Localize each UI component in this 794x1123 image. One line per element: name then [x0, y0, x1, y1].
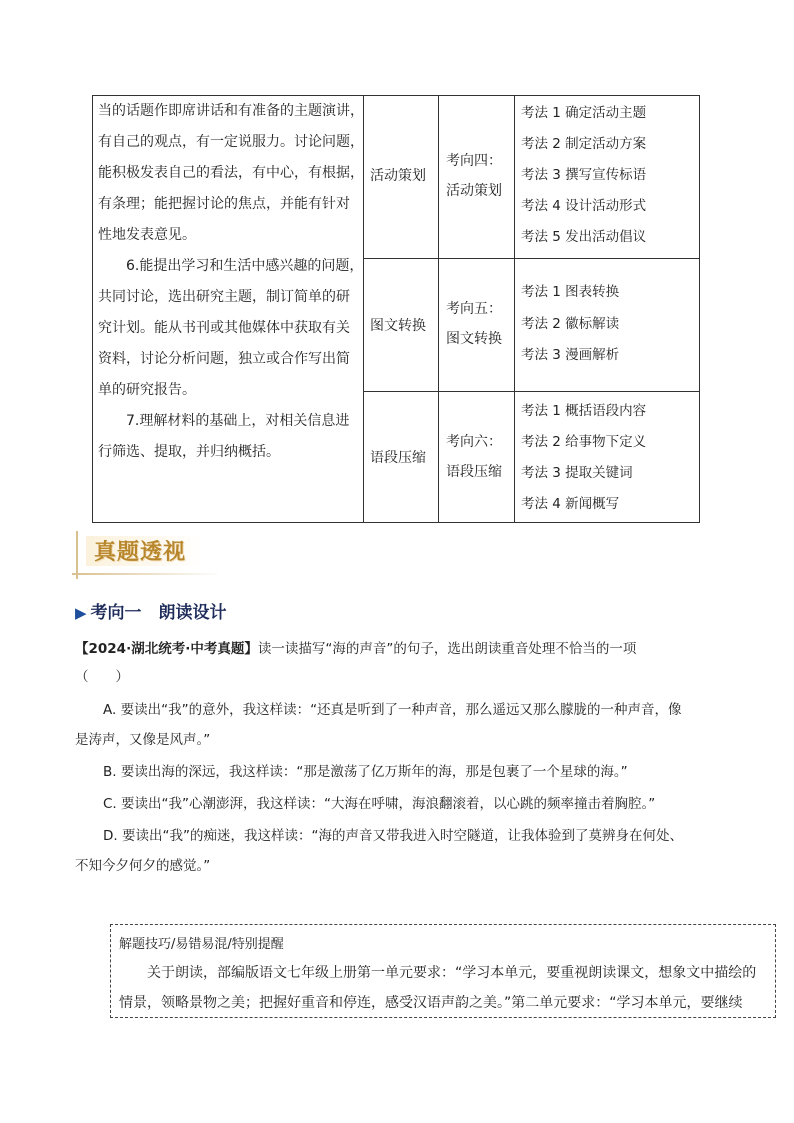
standards-line: 能积极发表自己的看法，有中心，有根据，: [98, 165, 364, 181]
method-item: 考法 4 新闻概写: [521, 496, 620, 512]
question-source: 【2024·湖北统考·中考真题】: [75, 641, 258, 657]
header-decoration: [76, 531, 78, 579]
method-item: 考法 5 发出活动倡议: [521, 229, 647, 245]
tip-text-line: 情景，领略景物之美；把握好重音和停连，感受汉语声韵之美。”第二单元要求：“学习本单元，要继续: [119, 995, 743, 1011]
standards-line: 究计划。能从书刊或其他媒体中获取有关: [98, 320, 350, 336]
table-divider: [438, 96, 439, 522]
method-item: 考法 1 概括语段内容: [521, 403, 647, 419]
method-item: 考法 1 图表转换: [521, 284, 620, 300]
standards-line: 当的话题作即席讲话和有准备的主题演讲，: [98, 103, 364, 119]
question-text: 读一读描写“海的声音”的句子，选出朗读重音处理不恰当的一项: [257, 641, 637, 657]
method-item: 考法 2 给事物下定义: [521, 434, 647, 450]
option-b: B. 要读出海的深远，我这样读：“那是激荡了亿万斯年的海，那是包裹了一个星球的海。”: [103, 764, 628, 780]
standards-line: 有条理；能把握讨论的焦点，并能有针对: [98, 196, 350, 212]
standards-line: 行筛选、提取，并归纳概括。: [98, 444, 280, 460]
direction-name: 活动策划: [446, 183, 502, 199]
direction-label: 考向五：: [446, 301, 502, 317]
table-divider: [363, 96, 364, 522]
topic-heading: [75, 598, 227, 623]
option-a-continued: 是涛声，又像是风声。”: [75, 732, 211, 748]
tip-text-line: 关于朗读，部编版语文七年级上册第一单元要求：“学习本单元，要重视朗读课文，想象文中描绘的: [147, 965, 757, 981]
direction-label: 考向六：: [446, 434, 502, 450]
header-decoration: [72, 573, 222, 575]
category-cell: 语段压缩: [370, 450, 426, 466]
standards-line: 共同讨论，选出研究主题，制订简单的研: [98, 289, 350, 305]
table-divider: [514, 96, 515, 522]
method-item: 考法 3 撰写宣传标语: [521, 167, 647, 183]
question-stem: [75, 637, 636, 657]
option-d: D. 要读出“我”的痴迷，我这样读：“海的声音又带我进入时空隧道，让我体验到了莫辨身在何处、: [103, 828, 683, 844]
option-c: C. 要读出“我”心潮澎湃，我这样读：“大海在呼啸，海浪翻滚着，以心跳的频率撞击着胸腔。”: [103, 796, 656, 812]
method-item: 考法 3 漫画解析: [521, 347, 620, 363]
direction-label: 考向四：: [446, 153, 502, 169]
section-title: 真题透视: [94, 540, 187, 565]
tip-title: 解题技巧/易错易混/特别提醒: [119, 937, 284, 952]
answer-blank: （ ）: [75, 669, 129, 685]
curriculum-table: [92, 95, 700, 523]
method-item: 考法 2 制定活动方案: [521, 136, 647, 152]
section-header: [72, 531, 242, 581]
table-divider: [363, 391, 699, 392]
standards-line: 性地发表意见。: [98, 227, 196, 243]
standards-line: 资料，讨论分析问题，独立或合作写出简: [98, 351, 350, 367]
category-cell: 活动策划: [370, 168, 426, 184]
method-item: 考法 3 提取关键词: [521, 465, 633, 481]
standards-line: 单的研究报告。: [98, 382, 196, 398]
topic-label: 考向一 朗读设计: [90, 603, 227, 623]
method-item: 考法 1 确定活动主题: [521, 105, 647, 121]
direction-name: 语段压缩: [446, 464, 502, 480]
table-divider: [363, 258, 699, 259]
option-d-continued: 不知今夕何夕的感觉。”: [75, 858, 211, 874]
direction-name: 图文转换: [446, 331, 502, 347]
standards-line: 7.理解材料的基础上，对相关信息进: [126, 413, 350, 429]
method-item: 考法 2 徽标解读: [521, 316, 620, 332]
method-item: 考法 4 设计活动形式: [521, 198, 647, 214]
standards-line: 有自己的观点，有一定说服力。讨论问题，: [98, 134, 364, 150]
tip-box: [110, 924, 776, 1018]
standards-line: 6.能提出学习和生活中感兴趣的问题，: [126, 258, 364, 274]
category-cell: 图文转换: [370, 318, 426, 334]
triangle-marker-icon: ▶: [75, 604, 87, 622]
option-a: A. 要读出“我”的意外，我这样读：“还真是听到了一种声音，那么遥远又那么朦胧的一种声音，像: [103, 702, 682, 718]
